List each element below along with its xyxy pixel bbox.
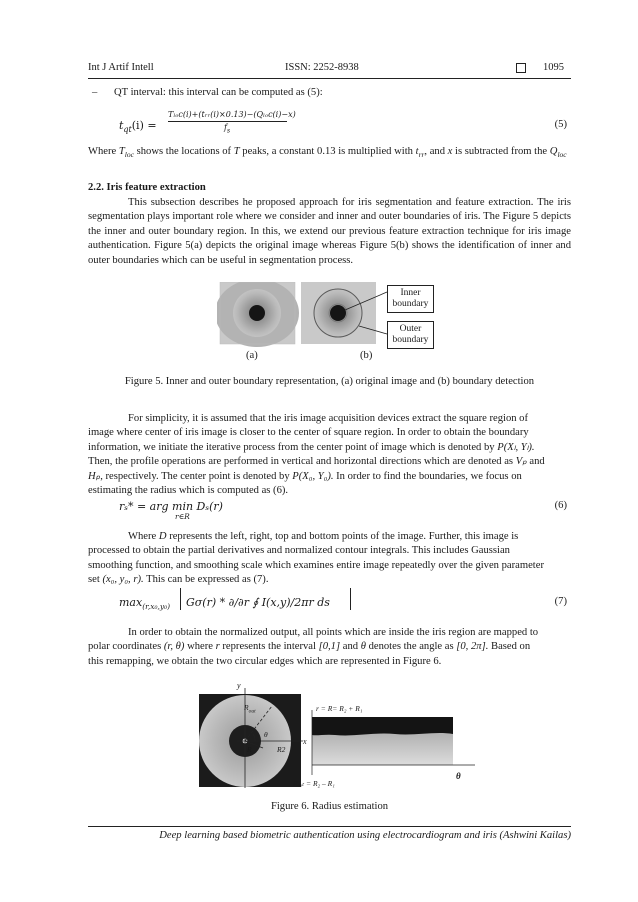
figure6-theta: θ <box>264 730 268 739</box>
eq5-number: (5) <box>554 119 567 130</box>
section-heading: 2.2. Iris feature extraction <box>88 182 206 193</box>
figure6-caption: Figure 6. Radius estimation <box>270 801 389 812</box>
running-header-issn: ISSN: 2252-8938 <box>285 62 359 73</box>
running-footer: Deep learning based biometric authentication using electrocardiogram and iris (Ashwini Kailas) <box>159 830 571 841</box>
figure5-caption: Figure 5. Inner and outer boundary representation, (a) original image and (b) boundary detection <box>124 376 535 387</box>
callout-inner-boundary: Inner boundary <box>387 285 434 313</box>
figure6-theta-axis: θ <box>456 771 461 781</box>
eq7-number: (7) <box>554 596 567 607</box>
figure6-r-out: $R_{out}$ <box>244 703 256 715</box>
figure6-diagram <box>195 680 485 792</box>
eq7-bar-right <box>350 588 351 610</box>
section-paragraph-4: In order to obtain the normalized output, all points which are inside the iris region are mapped to polar coordinates (r, θ) where r represents the interval [0,1] and θ denotes the angle as [0, 2π]. Based on this remapping, we obtain the two circular edges which are represented in Figure 6. <box>88 627 539 667</box>
eq5-fraction-bar <box>168 121 287 122</box>
eq7-bar-left <box>180 588 181 610</box>
callout-outer-boundary: Outer boundary <box>387 321 434 349</box>
bullet-text: QT interval: this interval can be computed as (5): <box>114 87 323 98</box>
figure6-r-out-formula: Rₒᵤₜ = R₂ – R₁ <box>293 779 335 788</box>
eq5-explanation: Where $T_{loc}$ shows the locations of T peaks, a constant 0.13 is multiplied with $t_{rr}$, and x is subtracted from the $Q_{loc}$ <box>88 146 567 160</box>
running-header-journal: Int J Artif Intell <box>88 62 154 73</box>
eq6-under: r∈R <box>175 512 190 521</box>
eq7-lhs: $\max_{(r,x_0,y_0)}$ <box>119 596 171 612</box>
figure5-label-b: (b) <box>360 350 373 361</box>
eq6-body: rₛ* = arg min Dₛ(r) <box>119 500 223 513</box>
eq5-denominator: $f_s$ <box>224 123 231 135</box>
figure6-polar-r-label: r = R= R₂ + R₁ <box>316 704 363 713</box>
figure6-y-axis: y <box>237 681 241 690</box>
eq5-numerator: Tₗₒc(i)+(tᵣᵣ(i)×0.13)−(Qₗₒc(i)−x) <box>168 110 296 119</box>
figure6-x-axis: x <box>303 737 307 746</box>
eq6-number: (6) <box>554 500 567 511</box>
footer-rule <box>88 826 571 827</box>
figure5-label-a: (a) <box>246 350 258 361</box>
section-paragraph-1: This subsection describes he proposed approach for iris segmentation and feature extraction. The iris segmentation plays important role where we consider and inner and outer boundaries of iris. The Figure 5 depicts the inner and outer boundary region. In this, we extend our previous feature extraction technique for iris image authentication. Figure 5(a) depicts the original image whereas Figure 5(b) shows the identification of inner and outer boundaries which can be useful in segmentation process. <box>88 197 571 266</box>
page-number: 1095 <box>543 62 564 73</box>
eq5-lhs: $t_{qt}(i)$ = <box>119 119 157 135</box>
bullet-marker: – <box>92 87 98 98</box>
section-paragraph-2: For simplicity, it is assumed that the iris image acquisition devices extract the square region of image where center of iris image is closer to the center of square region. In order to obtain the boundary information, we initiate the iterative process from the center point of image which is denoted by P(Xₗ, Yₗ). Then, the profile operations are performed in vertical and horizontal directions which are denoted as Vₚ and Hₚ, respectively. The center point is denoted by P(X₀, Y₀). In order to find the boundaries, we focus on estimating the radius which is computed as (6). <box>88 413 545 497</box>
eq7-body: Gσ(r) * ∂/∂r ∮ I(x,y)/2πr ds <box>186 596 330 609</box>
header-rule <box>88 78 571 79</box>
figure6-r2: R2 <box>277 745 286 754</box>
section-paragraph-3: Where D represents the left, right, top and bottom points of the image. Further, this image is processed to obtain the partial derivatives and normalized contour integrals. This includes Gaussian smoothing function, and smoothing scale which examines entire image repeatedly over the given parameter set (x₀, y₀, r). This can be expressed as (7). <box>88 531 544 586</box>
figure6-r1: R <box>247 745 252 754</box>
checkbox-icon <box>516 63 526 73</box>
